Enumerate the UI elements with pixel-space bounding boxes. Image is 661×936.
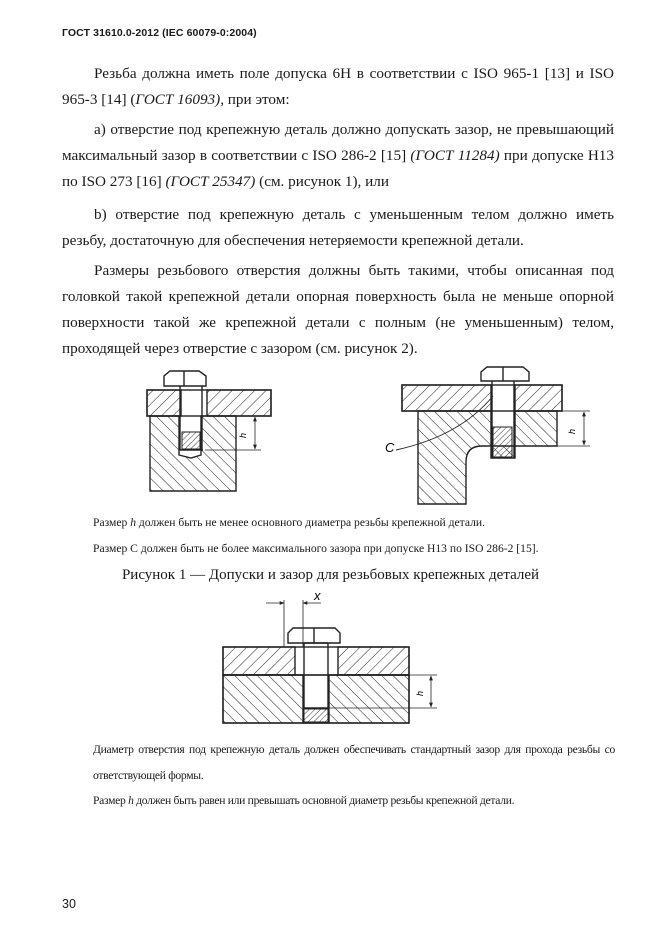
figure1-right-drawing: [396, 367, 590, 504]
fig1-c-label: C: [385, 440, 395, 455]
fig1-right-h-label: h: [567, 428, 577, 434]
list-item-b: b) отверстие под крепежную деталь с уменьшенным телом должно иметь резьбу, достаточную для обеспечения нетеряемости крепежной детали.: [62, 206, 614, 249]
page-number: 30: [62, 897, 76, 911]
fig1-caption-c: Размер С должен быть не более максимального зазора при допуске H13 по ISO 286-2 [15].: [93, 542, 539, 555]
fig2-h-label: h: [415, 690, 425, 696]
fig1-caption-h: Размер h должен быть не менее основного диаметра резьбы крепежной детали.: [93, 516, 486, 529]
paragraph-thread-tolerance: Резьба должна иметь поле допуска 6Н в соответствии с ISO 965-1 [13] и ISO 965-3 [14] (ГОСТ 16093), при этом:: [62, 65, 614, 108]
figure1-title: Рисунок 1 — Допуски и зазор для резьбовых крепежных деталей: [121, 567, 540, 583]
figure1-left-drawing: [147, 371, 271, 491]
paragraph-hole-dimensions: Размеры резьбового отверстия должны быть такими, чтобы описанная под головкой такой крепежной детали опорная поверхность была не меньше опорной поверхности такой же крепежной детали с полным (не уменьшенным) телом, проходящей через отверстие с зазором (см. рисунок 2).: [62, 262, 614, 357]
fig1-left-h-label: h: [238, 432, 248, 438]
fig2-note-h: Размер h должен быть равен или превышать основной диаметр резьбы крепежной детали.: [93, 794, 515, 807]
fig2-note-hole-diameter: Диаметр отверстия под крепежную деталь должен обеспечивать стандартный зазор для прохода резьбы со ответствующей формы.: [93, 743, 615, 782]
document-header: ГОСТ 31610.0-2012 (IEC 60079-0:2004): [62, 27, 257, 39]
list-item-a: a) отверстие под крепежную деталь должно допускать зазор, не превышающий максимальный зазор в соответствии с ISO 286-2 [15] (ГОСТ 11284) при допуске H13 по ISO 273 [16] (ГОСТ 25347) (см. рисунок 1), или: [62, 121, 614, 190]
fig2-x-label: x: [314, 588, 321, 603]
figure2-drawing: [223, 600, 437, 723]
